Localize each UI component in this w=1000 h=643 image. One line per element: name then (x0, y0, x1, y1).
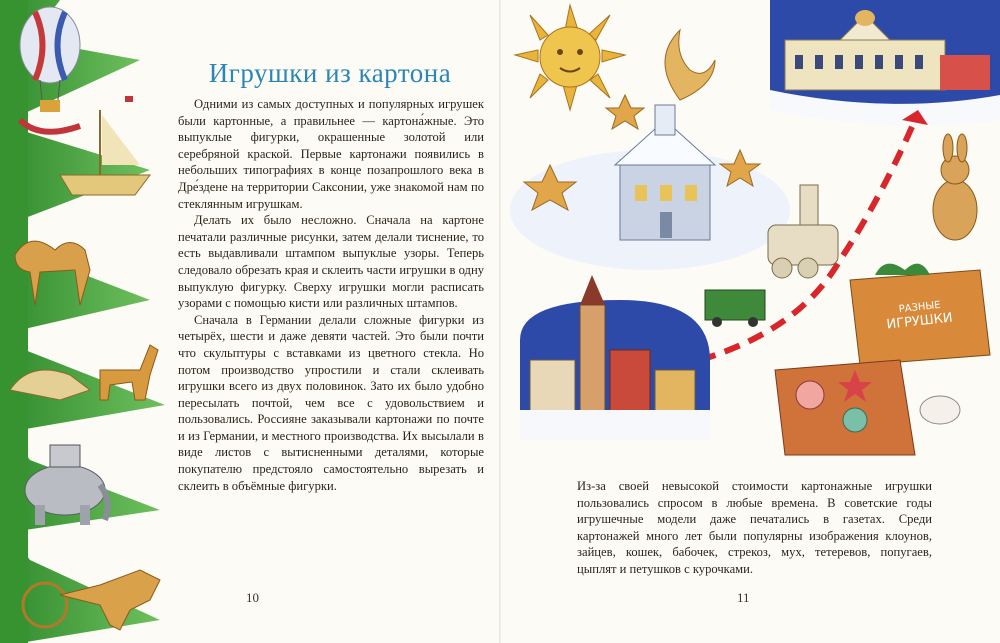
right-illustration (510, 0, 1000, 460)
left-text-block (178, 96, 484, 494)
right-text-block (577, 478, 932, 578)
christmas-tree-illustration (0, 0, 170, 643)
moon-icon (665, 30, 715, 100)
sun-icon (515, 5, 625, 110)
right-paragraph: Из-за своей невысокой стоимости картонажные игрушки пользовались спросом в любые времена. В советские годы игрушечные модели даже печатались в газетах. Среди картонажей много лет были популярны изображения клоунов, зайцев, кошек, бабочек, стрекоз, мух, тетеревов, попугаев, цыплят и петушков с курочками. (577, 479, 932, 576)
toy-box-icon (775, 264, 990, 455)
box-label-2: ИГРУШКИ (885, 310, 954, 333)
house-icon (615, 105, 715, 240)
paragraph-2: Делать их было несложно. Сначала на картоне печатали различные рисунки, затем делали тиснение, то есть выдавливали штампом выпуклые узоры. Теперь следовало обрезать края и склеить части игрушки в одну выпуклую фигурку. Сверху игрушки могли расписать узорами с помощью кисти или различных штампов. (178, 213, 484, 311)
ship-icon (60, 96, 150, 195)
paragraph-1: Одними из самых доступных и популярных игрушек были картонные, а правильнее — картона́жные. Это выпуклые фигурки, окрашенные золотой или серебряной краской. Первые картонажи появились в небольших типографиях в конце позапрошлого века в Дре́здене на территории Саксонии, уже знакомой нам по стеклянным игрушкам. (178, 97, 484, 211)
box-label-1: РАЗНЫЕ (898, 299, 942, 316)
castle-town-icon (520, 275, 710, 440)
page-title: Игрушки из картона (208, 58, 452, 88)
paragraph-3: Сначала в Германии делали сложные фигурки из четырёх, шести и даже девяти частей. Это были почти что скульптуры с вставками из цветного стекла. Но потом производство упростили и стали склеивать игрушки всего из двух половинок. Зато их было удобно пересылать почтой, чем все с удовольствием и пользовались. Россияне заказывали картонажи по почте и из Германии, и местного производства. Их высылали в виде листов с вытисненными деталями, которые покупателю предстояло самостоятельно вырезать и склеить в объёмные фигурки. (178, 312, 484, 493)
page-number-left: 10 (246, 590, 259, 605)
rabbit-icon (933, 134, 977, 240)
page-number-right: 11 (737, 590, 750, 605)
palace-icon (770, 0, 1000, 126)
hot-air-balloon-icon (20, 7, 80, 132)
gutter (499, 0, 501, 643)
